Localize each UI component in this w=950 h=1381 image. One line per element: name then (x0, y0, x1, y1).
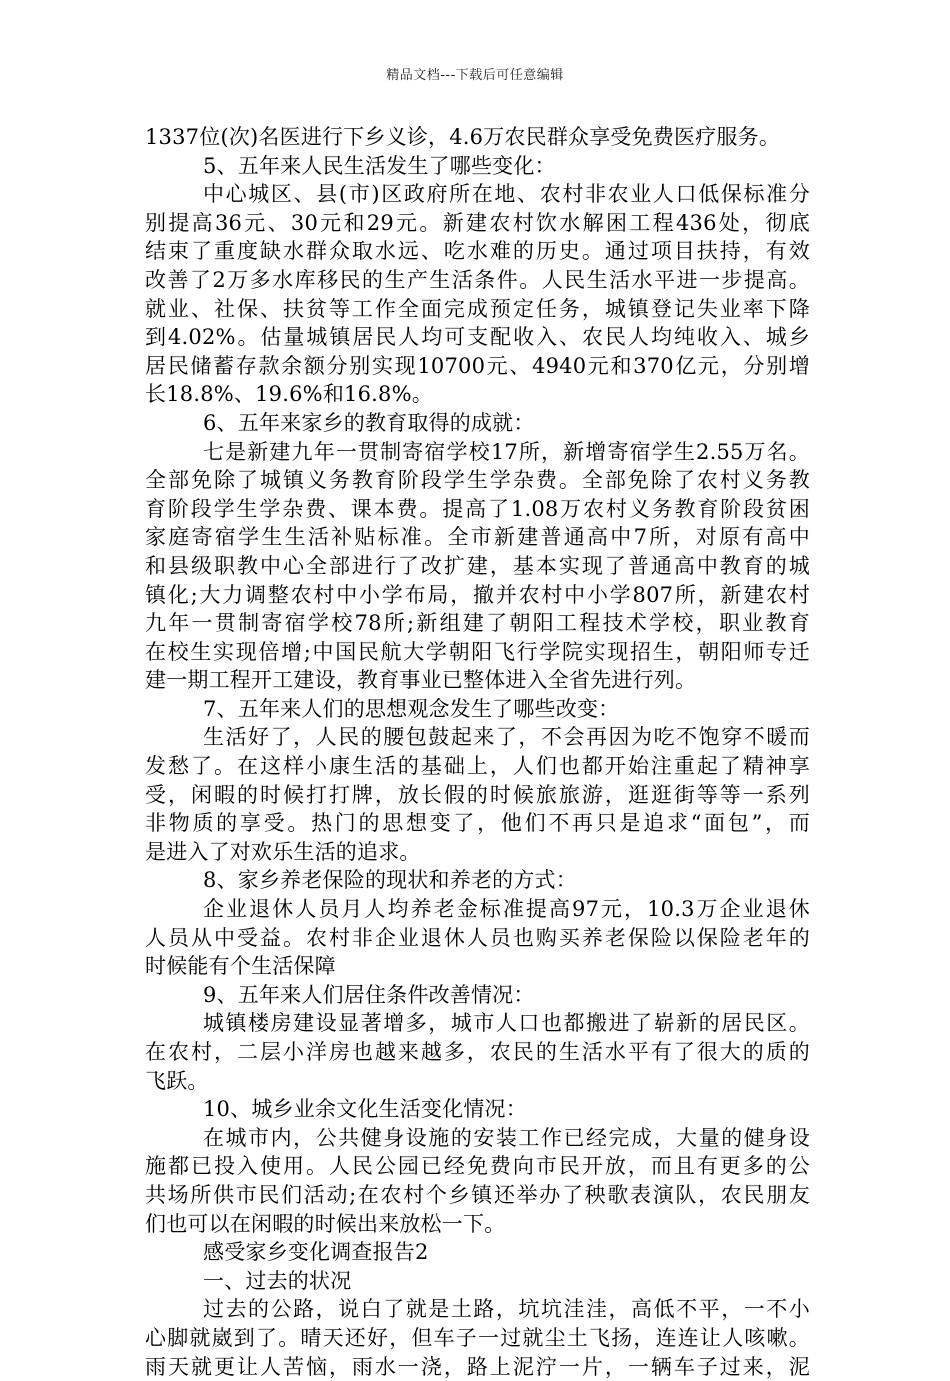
section-heading: 8、家乡养老保险的现状和养老的方式： (203, 868, 577, 893)
text-line: 人员从中受益。农村非企业退休人员也购买养老保险以保险老年的 (145, 925, 810, 950)
text-line: 受，闲暇的时候打打牌，放长假的时候旅旅游，逛逛街等等一系列 (145, 782, 810, 807)
text-line: 生活好了，人民的腰包鼓起来了，不会再因为吃不饱穿不暖而 (203, 725, 810, 750)
text-line: 九年一贯制寄宿学校78所;新组建了朝阳工程技术学校，职业教育 (145, 611, 810, 636)
text-line: 建一期工程开工建设，教育事业已整体进入全省先进行列。 (145, 668, 697, 693)
document-body (145, 123, 810, 1381)
text-line: 中心城区、县(市)区政府所在地、农村非农业人口低保标准分 (203, 182, 810, 207)
text-line: 镇化;大力调整农村中小学布局，撤并农村中小学807所，新建农村 (145, 582, 810, 607)
text-line: 结束了重度缺水群众取水远、吃水难的历史。通过项目扶持，有效 (145, 239, 810, 264)
text-line: 发愁了。在这样小康生活的基础上，人们也都开始注重起了精神享 (145, 754, 810, 779)
text-line: 心脚就崴到了。晴天还好，但车子一过就尘土飞扬，连连让人咳嗽。 (145, 1325, 810, 1350)
section-heading: 6、五年来家乡的教育取得的成就： (203, 410, 535, 435)
text-line: 在农村，二层小洋房也越来越多，农民的生活水平有了很大的质的 (145, 1040, 810, 1064)
text-line: 1337位(次)名医进行下乡义诊，4.6万农民群众享受免费医疗服务。 (145, 125, 781, 149)
text-line: 企业退休人员月人均养老金标准提高97元，10.3万企业退休 (203, 897, 810, 922)
text-line: 到4.02%。估量城镇居民人均可支配收入、农民人均纯收入、城乡 (145, 325, 810, 350)
text-line: 施都已投入使用。人民公园已经免费向市民开放，而且有更多的公 (145, 1154, 810, 1179)
text-line: 全部免除了城镇义务教育阶段学生学杂费。全部免除了农村义务教 (145, 468, 810, 493)
section-heading: 10、城乡业余文化生活变化情况： (203, 1097, 527, 1122)
text-line: 是进入了对欢乐生活的追求。 (145, 839, 421, 864)
page-header: 精品文档---下载后可任意编辑 (386, 68, 564, 83)
text-line: 时候能有个生活保障 (145, 954, 336, 979)
text-line: 改善了2万多水库移民的生产生活条件。人民生活水平进一步提高。 (145, 267, 810, 292)
section-heading: 9、五年来人们居住条件改善情况： (203, 982, 535, 1007)
text-line: 在校生实现倍增;中国民航大学朝阳飞行学院实现招生，朝阳师专迁 (145, 639, 810, 664)
section-heading: 感受家乡变化调查报告2 (203, 1240, 429, 1265)
text-line: 在城市内，公共健身设施的安装工作已经完成，大量的健身设 (203, 1125, 810, 1150)
text-line: 家庭寄宿学生生活补贴标准。全市新建普通高中7所，对原有高中 (145, 525, 810, 550)
text-line: 育阶段学生学杂费、课本费。提高了1.08万农村义务教育阶段贫困 (145, 496, 810, 521)
text-line: 居民储蓄存款余额分别实现10700元、4940元和370亿元，分别增 (145, 353, 810, 378)
text-line: 别提高36元、30元和29元。新建农村饮水解困工程436处，彻底 (145, 210, 810, 235)
section-heading: 7、五年来人们的思想观念发生了哪些改变： (203, 696, 620, 721)
text-line: 共场所供市民们活动;在农村个乡镇还举办了秧歌表演队，农民朋友 (145, 1182, 810, 1207)
text-line: 七是新建九年一贯制寄宿学校17所，新增寄宿学生2.55万名。 (203, 439, 810, 464)
section-heading: 5、五年来人民生活发生了哪些变化： (203, 153, 556, 178)
text-line: 过去的公路，说白了就是土路，坑坑洼洼，高低不平，一不小 (203, 1297, 810, 1322)
text-line: 雨天就更让人苦恼，雨水一浇，路上泥泞一片，一辆车子过来，泥 (145, 1354, 810, 1379)
text-line: 非物质的享受。热门的思想变了，他们不再只是追求“面包”，而 (145, 811, 810, 836)
text-line: 城镇楼房建设显著增多，城市人口也都搬进了崭新的居民区。 (203, 1011, 810, 1036)
text-line: 长18.8%、19.6%和16.8%。 (145, 382, 433, 407)
section-heading: 一、过去的状况 (203, 1268, 352, 1293)
text-line: 和县级职教中心全部进行了改扩建，基本实现了普通高中教育的城 (145, 553, 810, 578)
text-line: 就业、社保、扶贫等工作全面完成预定任务，城镇登记失业率下降 (145, 296, 810, 321)
text-line: 飞跃。 (145, 1068, 209, 1093)
text-line: 们也可以在闲暇的时候出来放松一下。 (145, 1211, 506, 1236)
